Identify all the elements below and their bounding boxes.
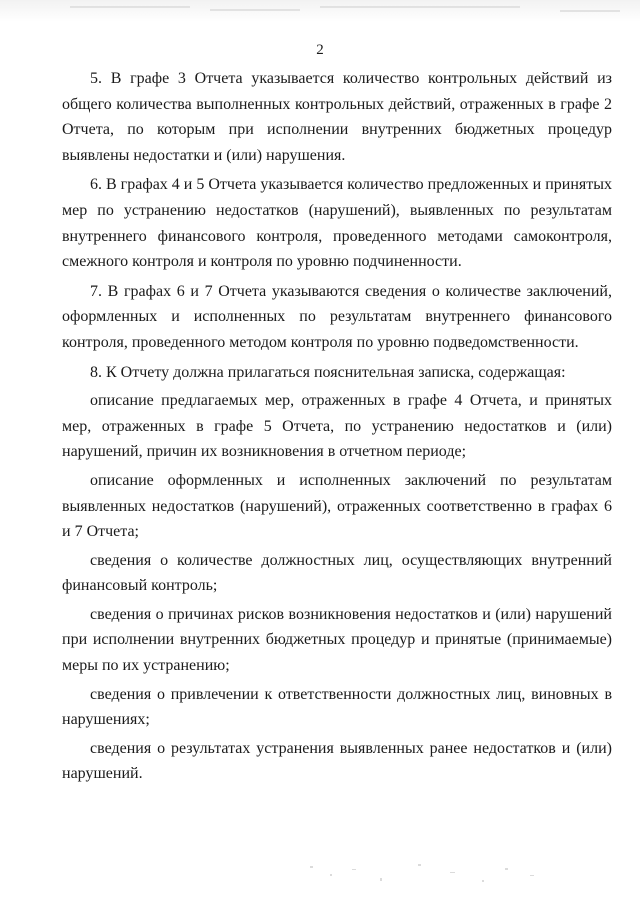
document-body — [62, 66, 612, 787]
scan-top-edge — [0, 0, 640, 22]
list-item-elimination-results: сведения о результатах устранения выявленных ранее недостатков и (или) нарушений. — [62, 739, 612, 783]
list-item-conclusions: описание оформленных и исполненных заключений по результатам выявленных недостатков (нарушений), отраженных соответственно в графах 6 и 7 Отчета; — [62, 471, 612, 541]
list-item-liability: сведения о привлечении к ответственности должностных лиц, виновных в нарушениях; — [62, 685, 612, 729]
list-item-officials-count: сведения о количестве должностных лиц, осуществляющих внутренний финансовый контроль; — [62, 551, 612, 595]
scan-artifact — [320, 6, 520, 8]
scan-artifact — [560, 10, 620, 12]
list-item-measures: описание предлагаемых мер, отраженных в графе 4 Отчета, и принятых мер, отраженных в графе 5 Отчета, по устранению недостатков и (или) нарушений, причин их возникновения в отчетном периоде; — [62, 392, 612, 461]
scan-artifact — [70, 6, 190, 8]
scan-artifact — [210, 9, 300, 11]
paragraph-5: 5. В графе 3 Отчета указывается количество контрольных действий из общего количества выполненных контрольных действий, отраженных в графе 2 Отчета, по которым при исполнении внутренних бюджетных процедур выявлены недостатки и (или) нарушения. — [62, 70, 612, 164]
page-number: 2 — [316, 42, 324, 58]
paragraph-6: 6. В графах 4 и 5 Отчета указывается количество предложенных и принятых мер по устранению недостатков (нарушений), выявленных по результатам внутреннего финансового контроля, проведенного методами самоконтроля, смежного контроля и контроля по уровню подчиненности. — [62, 176, 612, 271]
scan-artifact-bottom — [300, 860, 560, 888]
paragraph-7: 7. В графах 6 и 7 Отчета указываются сведения о количестве заключений, оформленных и исполненных по результатам внутреннего финансового контроля, проведенного методом контроля по уровню подведомственности. — [62, 282, 612, 351]
list-item-risk-causes: сведения о причинах рисков возникновения недостатков и (или) нарушений при исполнении внутренних бюджетных процедур и принятые (принимаемые) меры по их устранению; — [62, 605, 612, 675]
paragraph-8: 8. К Отчету должна прилагаться пояснительная записка, содержащая: — [90, 363, 566, 381]
